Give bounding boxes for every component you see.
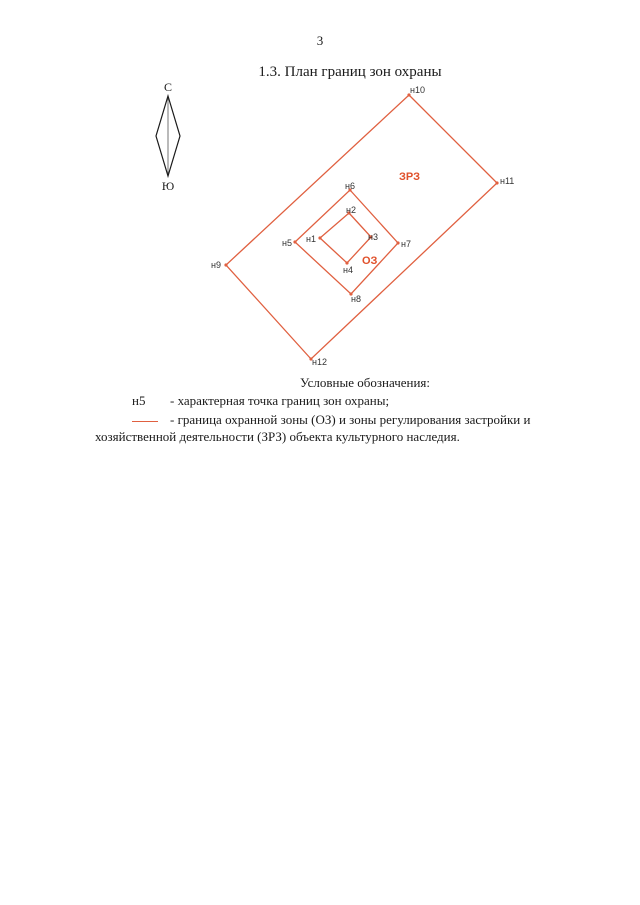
plan-title: 1.3. План границ зон охраны (258, 64, 442, 80)
label-n11: н11 (500, 176, 515, 186)
legend-line-row (132, 411, 530, 428)
legend-line-continuation: хозяйственной деятельности (ЗРЗ) объекта культурного наследия. (95, 429, 460, 444)
label-n3: н3 (368, 232, 378, 242)
label-n9: н9 (211, 260, 221, 270)
compass-rose (148, 80, 188, 198)
vertex-n9 (224, 263, 227, 266)
vertex-n5 (293, 240, 296, 243)
label-n12: н12 (312, 357, 327, 367)
label-n5: н5 (282, 238, 292, 248)
label-n8: н8 (351, 294, 361, 304)
label-n6: н6 (345, 181, 355, 191)
label-n2: н2 (346, 205, 356, 215)
legend-line-symbol (132, 421, 158, 422)
boundary-plan (200, 80, 530, 370)
label-n1: н1 (306, 234, 316, 244)
vertex-n11 (495, 181, 498, 184)
compass-south-label: Ю (161, 179, 175, 193)
zone-label-zrz: ЗРЗ (399, 171, 420, 183)
legend-point-symbol: н5 (132, 393, 146, 408)
legend-point-text: - характерная точка границ зон охраны; (170, 393, 390, 408)
vertex-n7 (396, 241, 399, 244)
legend-point-row (132, 392, 389, 409)
zone-label-oz: ОЗ (362, 255, 378, 267)
compass-north-label: С (163, 80, 172, 94)
label-n7: н7 (401, 239, 411, 249)
vertex-n1 (318, 236, 321, 239)
label-n4: н4 (343, 265, 353, 275)
page-number: 3 (316, 33, 324, 48)
legend-line-text: - граница охранной зоны (ОЗ) и зоны регулирования застройки и (170, 412, 531, 427)
legend-title: Условные обозначения: (300, 375, 431, 390)
label-n10: н10 (410, 85, 425, 95)
